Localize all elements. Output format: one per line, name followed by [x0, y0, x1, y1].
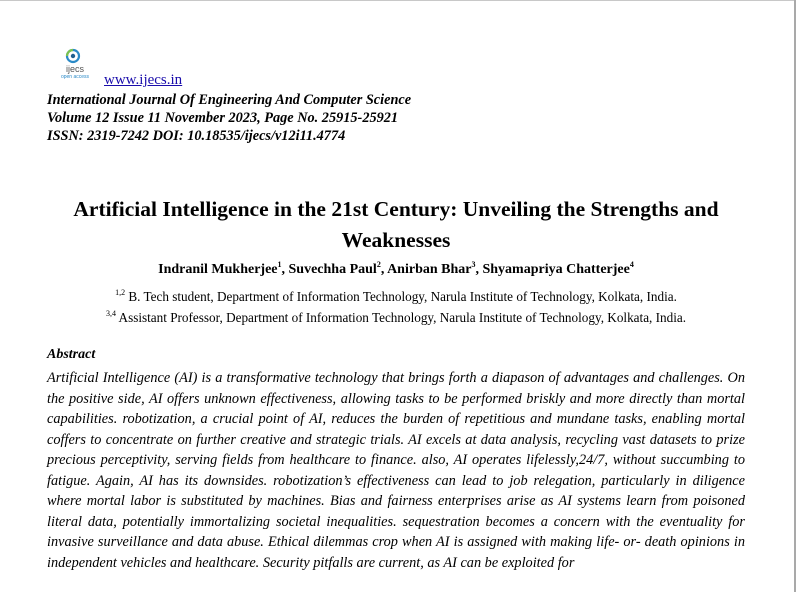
author-name: Anirban Bhar [387, 262, 472, 277]
logo-name: ijecs [65, 64, 84, 74]
author-sup: 1 [277, 260, 282, 269]
affiliation [40, 289, 752, 305]
journal-logo [54, 48, 96, 86]
abstract-body: Artificial Intelligence (AI) is a transformative technology that brings forth a diapason of advantages and challenges. On the positive side, AI offers unknown effectiveness, allowing tasks to be performed briskly and more directly than mortal capabilities. robotization, a crucial point of AI, reduces the burden of repetitious and mundane tasks, enabling mortal coffers to concentrate on further creative and strategic trials. AI excels at data analysis, recycling vast datasets to prize precious perceptivity, serving fields from healthcare to finance. also, AI operates lifelessly,24/7, without succumbing to fatigue. Again, AI has its downsides. robotization’s effectiveness can lead to job relegation, particularly in diligence where mortal labor is substituted by machines. Bias and fairness enterprises arise as AI systems learn from poisoned literal data, potentially immortalizing societal inequalities. sequestration becomes a concern with the eventuality for invasive surveillance and data abuse. Ethical dilemmas crop when AI is assigned with making life- or- death opinions in independent vehicles and healthcare. Security pitfalls are current, as AI can be exploited for [47, 370, 745, 571]
author-sup: 3 [471, 260, 476, 269]
affiliation-sup: 1,2 [115, 288, 126, 297]
volume-line: Volume 12 Issue 11 November 2023, Page No. 25915-25921 [47, 110, 399, 126]
journal-name: International Journal Of Engineering And Computer Science [47, 92, 412, 108]
affiliation [40, 310, 752, 326]
issn-doi-line: ISSN: 2319-7242 DOI: 10.18535/ijecs/v12i11.4774 [47, 128, 346, 144]
logo-ring-icon [65, 48, 81, 64]
author-name: Indranil Mukherjee [158, 262, 278, 277]
author-list: Indranil Mukherjee$^1$, Suvechha Paul$^2$, Anirban Bhar$^3$, Shyamapriya Chatterjee$^4$ [158, 260, 634, 277]
page-top-border [0, 0, 796, 1]
journal-website-link[interactable]: www.ijecs.in [104, 72, 183, 88]
abstract-heading: Abstract [47, 347, 96, 362]
affiliation-text: B. Tech student, Department of Information Technology, Narula Institute of Technology, Kolkata, India. [128, 289, 677, 304]
author-sup: 4 [629, 260, 634, 269]
author-name: Shyamapriya Chatterjee [482, 262, 630, 277]
author-name: Suvechha Paul [288, 262, 377, 277]
affiliation-text: Assistant Professor, Department of Information Technology, Narula Institute of Technology, Kolkata, India. [118, 310, 687, 325]
author-sup: 2 [376, 260, 381, 269]
affiliation-sup: 3,4 [105, 309, 116, 318]
paper-title: Artificial Intelligence in the 21st Century: Unveiling the Strengths and Weaknesses [73, 197, 719, 252]
logo-tagline: open access [60, 74, 90, 80]
